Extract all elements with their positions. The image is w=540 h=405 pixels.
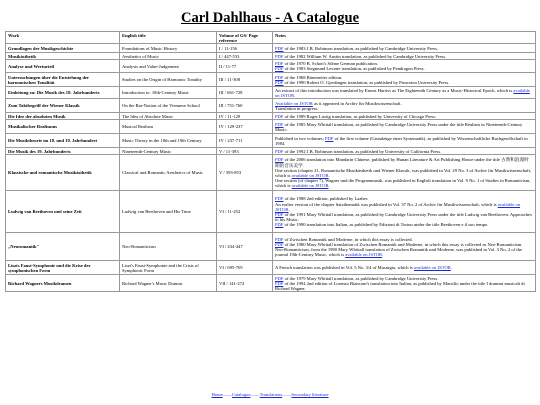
table-row — [6, 113, 536, 120]
english-title-cell: Aesthetics of Music — [120, 53, 217, 60]
english-title-cell: Music Theory in the 18th and 19th Century — [120, 134, 217, 148]
pdf-link[interactable]: PDF — [275, 196, 284, 202]
pdf-link[interactable]: PDF — [275, 66, 284, 72]
jstor-link[interactable]: available on JSTOR — [275, 201, 521, 212]
header-english-title: English title — [120, 32, 217, 44]
table-header-row — [6, 32, 536, 44]
pdf-link[interactable]: PDF — [275, 211, 284, 217]
note-line: An earlier version of the chapter Satzthematik was published in Vol. 37 No. 2 of Archiv für Musikwissenschaft, which is available on JSTOR. — [275, 201, 521, 212]
notes-cell — [273, 53, 536, 60]
volume-reference-cell: V / 393-853 — [217, 155, 273, 191]
note-line: PDF of the 1991 Mary Whittall translation, as published by Cambridge University Press under the title Ludwig van Beethoven: Approaches to his Music. — [275, 211, 532, 223]
work-cell: Untersuchungen über die Entstehung der harmonischen Tonalität — [6, 73, 120, 87]
note-line: Published in two volumes; PDF of the first volume (Grundzüge einer Systematik), as published by Wissenschaftliche Buchgesellschaft in 1984. — [275, 135, 528, 146]
work-cell: Ludwig van Beethoven und seine Zeit — [6, 191, 120, 233]
volume-reference-cell: V / 11-393 — [217, 148, 273, 155]
pdf-link[interactable]: PDF — [275, 53, 284, 59]
english-title-cell: On the Bar-Notion of the Viennese School — [120, 99, 217, 113]
english-title-cell: Liszt's Faust-Symphonie and the Crisis of Symphonic Form — [120, 261, 217, 275]
table-row — [6, 134, 536, 148]
note-line: PDF of the 1982 William W. Austin translation, as published by Cambridge University Press. — [275, 53, 447, 59]
pdf-link[interactable]: PDF — [275, 121, 284, 127]
english-title-cell: Richard Wagner's Music Dramas — [120, 275, 217, 292]
header-work: Work — [6, 32, 120, 44]
pdf-link[interactable]: PDF — [275, 148, 284, 154]
note-line: PDF of the 1992 J.B. Robinson translation, as published by University of California Press. — [275, 148, 442, 154]
note-line: One section (chapter 21, Romantische Musikästhetik und Wiener Klassik, was published in Vol. 29 No. 3 of Archiv für Musikwissenschaft, which is available on JSTOR. — [275, 167, 532, 178]
volume-reference-cell: II / 11-77 — [217, 60, 273, 73]
note-line: PDF of the 1990 Robert O. Gjerdingen translation, as published by Princeton University Press. — [275, 79, 450, 85]
english-title-cell: Analysis and Value-Judgement — [120, 60, 217, 73]
note-line: Neo-Romanticism, from the 1980 Mary Whittall translation of Zwischen Romantik und Moderne, was published in Vol. 3 No. 2 of the journal 19th-Century Music, which is available on JSTOR. — [275, 246, 523, 258]
work-cell: Grundlagen der Musikgeschichte — [6, 44, 120, 53]
pdf-link[interactable]: PDF — [275, 113, 284, 119]
table-row — [6, 275, 536, 292]
table-row — [6, 99, 536, 113]
work-cell: „Neuromantik" — [6, 233, 120, 261]
work-cell: Die Musik des 19. Jahrhunderts — [6, 148, 120, 155]
note-line: PDF of the 1970 B. Schott's Söhne German publication. — [275, 61, 378, 67]
volume-reference-cell: IV / 129-237 — [217, 120, 273, 134]
jstor-link[interactable]: available on JSTOR — [275, 87, 530, 98]
notes-cell — [273, 73, 536, 87]
header-notes: Notes — [273, 32, 536, 44]
catalogue-table — [5, 31, 536, 292]
volume-reference-cell: IV / 11-129 — [217, 113, 273, 120]
table-row — [6, 120, 536, 134]
english-title-cell: Studies on the Origin of Harmonic Tonality — [120, 73, 217, 87]
volume-reference-cell: VI / 695-705 — [217, 261, 273, 275]
footer-separator: —— — [250, 392, 260, 397]
note-line: PDF of Zwischen Romantik und Moderne, in which this essay is collected. — [275, 236, 413, 242]
footer-link-home[interactable]: Home — [211, 392, 223, 397]
table-row — [6, 87, 536, 99]
note-line: Available on JSTOR as it appeared in Archiv für Musikwissenschaft. — [275, 100, 402, 106]
table-row — [6, 261, 536, 275]
jstor-link[interactable]: available on JSTOR — [291, 172, 329, 178]
note-line: PDF of the 1983 J.B. Robinson translation, as published by Cambridge University Press. — [275, 45, 439, 51]
note-line: PDF of the 1990 translation into Italian, as published by Edizioni di Torino under the title Beethoven e il suo tempo. — [275, 222, 489, 228]
notes-cell — [273, 44, 536, 53]
work-cell: Zum Taktbegriff der Wiener Klassik — [6, 99, 120, 113]
work-cell: Die Musiktheorie im 18. und 19. Jahrhundert — [6, 134, 120, 148]
pdf-link[interactable]: PDF — [275, 74, 284, 80]
table-row — [6, 73, 536, 87]
footer-nav — [0, 392, 540, 398]
pdf-link[interactable]: PDF — [275, 275, 284, 281]
notes-cell — [273, 60, 536, 73]
volume-reference-cell: III / 661-728 — [217, 87, 273, 99]
work-cell: Musikästhetik — [6, 53, 120, 60]
pdf-link[interactable]: PDF — [325, 135, 334, 141]
header-volume: Volume of GS/ Page reference — [217, 32, 273, 44]
notes-cell — [273, 275, 536, 292]
pdf-link[interactable]: PDF — [275, 79, 284, 85]
note-line: PDF of the 1989 Roger Lustig translation, as published by University of Chicago Press. — [275, 113, 437, 119]
note-line: PDF of the 1988 2nd edition, published by Laaber. — [275, 196, 369, 202]
english-title-cell: Foundations of Music History — [120, 44, 217, 53]
note-line: PDF of the 1980 Mary Whittall translation of Zwischen Romantik und Moderne, in which this essay is collected as Neo-Romanticism. — [275, 241, 523, 247]
pdf-link[interactable]: PDF — [275, 236, 284, 242]
note-line: PDF of the 1968 Bärenreiter edition. — [275, 74, 343, 80]
volume-reference-cell: I / 11-156 — [217, 44, 273, 53]
note-line: A French translation was published in Vol. 5 No. 3/4 of Musurgia, which is available on JSTOR. — [275, 265, 453, 271]
notes-cell — [273, 87, 536, 99]
table-row — [6, 148, 536, 155]
footer-link-translations[interactable]: Translations — [259, 392, 283, 397]
notes-cell — [273, 148, 536, 155]
english-title-cell: Neo-Romanticism — [120, 233, 217, 261]
pdf-link[interactable]: PDF — [275, 61, 284, 67]
note-line: One section (of chapter 7), Wagner und die Programmusik, was published in English translation in Vol. 9 No. 1 of Studies in Romanticism, which is available on JSTOR. — [275, 178, 531, 189]
pdf-link[interactable]: PDF — [275, 222, 284, 228]
english-title-cell: Musical Realism — [120, 120, 217, 134]
table-row — [6, 155, 536, 191]
volume-reference-cell: VI / 434-447 — [217, 233, 273, 261]
volume-reference-cell: III / 751-760 — [217, 99, 273, 113]
footer-separator: —— — [222, 392, 232, 397]
table-row — [6, 53, 536, 60]
work-cell: Richard Wagners Musikdramen — [6, 275, 120, 292]
note-line: Translation in progress. — [275, 105, 319, 111]
jstor-link[interactable]: Available on JSTOR — [275, 100, 313, 106]
notes-cell — [273, 120, 536, 134]
notes-cell — [273, 134, 536, 148]
english-title-cell: Introduction to: 18th-Century Music — [120, 87, 217, 99]
work-cell: Einleitung zu: Die Musik des 18. Jahrhunderts — [6, 87, 120, 99]
notes-cell — [273, 233, 536, 261]
work-cell: Klassische und romantische Musikästhetik — [6, 155, 120, 191]
english-title-cell: Nineteenth-Century Music — [120, 148, 217, 155]
pdf-link[interactable]: PDF — [275, 241, 284, 247]
english-title-cell: Ludwig van Beethoven and His Time — [120, 191, 217, 233]
note-line: PDF of the 1983 Siegmund Levarie translation, as published by Pendragon Press. — [275, 66, 425, 72]
pdf-link[interactable]: PDF — [275, 280, 284, 286]
jstor-link[interactable]: available on JSTOR — [291, 183, 329, 189]
footer-link-catalogue[interactable]: Catalogue — [231, 392, 251, 397]
note-line: PDF of the 2006 translation into Mandarin Chinese, published by Hunan Literature & Art Publishing House under the title 古典和浪漫时期的音乐美学. — [275, 157, 529, 168]
volume-reference-cell: IV / 237-711 — [217, 134, 273, 148]
table-row — [6, 60, 536, 73]
table-row — [6, 44, 536, 53]
notes-cell — [273, 99, 536, 113]
english-title-cell: The Idea of Absolute Music — [120, 113, 217, 120]
work-cell: Liszts Faust-Symphonie und die Krise der symphonischen Form — [6, 261, 120, 275]
note-line: PDF of the 1985 Mary Whittall translation, as published by Cambridge University Press under the title Realism in Nineteenth-Century Music. — [275, 121, 523, 132]
volume-reference-cell: VI / 11-252 — [217, 191, 273, 233]
note-line: An extract of this introduction was translated by Ernest Harriss as The Eighteenth Century as a Music-Historical Epoch, which is available on JSTOR. — [275, 87, 530, 98]
pdf-link[interactable]: PDF — [275, 157, 284, 163]
notes-cell — [273, 155, 536, 191]
note-line: PDF of the 1994 2nd edition of Lorenzo Bianconi's translation into Italian, as published by Marsilio under the title I drammi musicali di Richard Wagner. — [275, 280, 525, 291]
table-row — [6, 191, 536, 233]
work-cell: Musikalischer Realismus — [6, 120, 120, 134]
jstor-link[interactable]: available on JSTOR — [345, 252, 383, 258]
volume-reference-cell: VII / 141-274 — [217, 275, 273, 292]
volume-reference-cell: III / 11-308 — [217, 73, 273, 87]
work-cell: Die Idee der absoluten Musik — [6, 113, 120, 120]
pdf-link[interactable]: PDF — [275, 45, 284, 51]
notes-cell — [273, 191, 536, 233]
table-row — [6, 233, 536, 261]
volume-reference-cell: I / 447-533 — [217, 53, 273, 60]
notes-cell — [273, 261, 536, 275]
english-title-cell: Classical and Romantic Aesthetics of Music — [120, 155, 217, 191]
footer-separator: —— — [282, 392, 292, 397]
page-title: Carl Dahlhaus - A Catalogue — [180, 10, 360, 26]
footer-link-secondary-literature[interactable]: Secondary literature — [291, 392, 329, 397]
notes-cell — [273, 113, 536, 120]
jstor-link[interactable]: available on JSTOR — [413, 265, 451, 271]
work-cell: Analyse und Werturteil — [6, 60, 120, 73]
note-line: PDF of the 1979 Mary Whittall translation, as published by Cambridge University Press. — [275, 275, 439, 281]
